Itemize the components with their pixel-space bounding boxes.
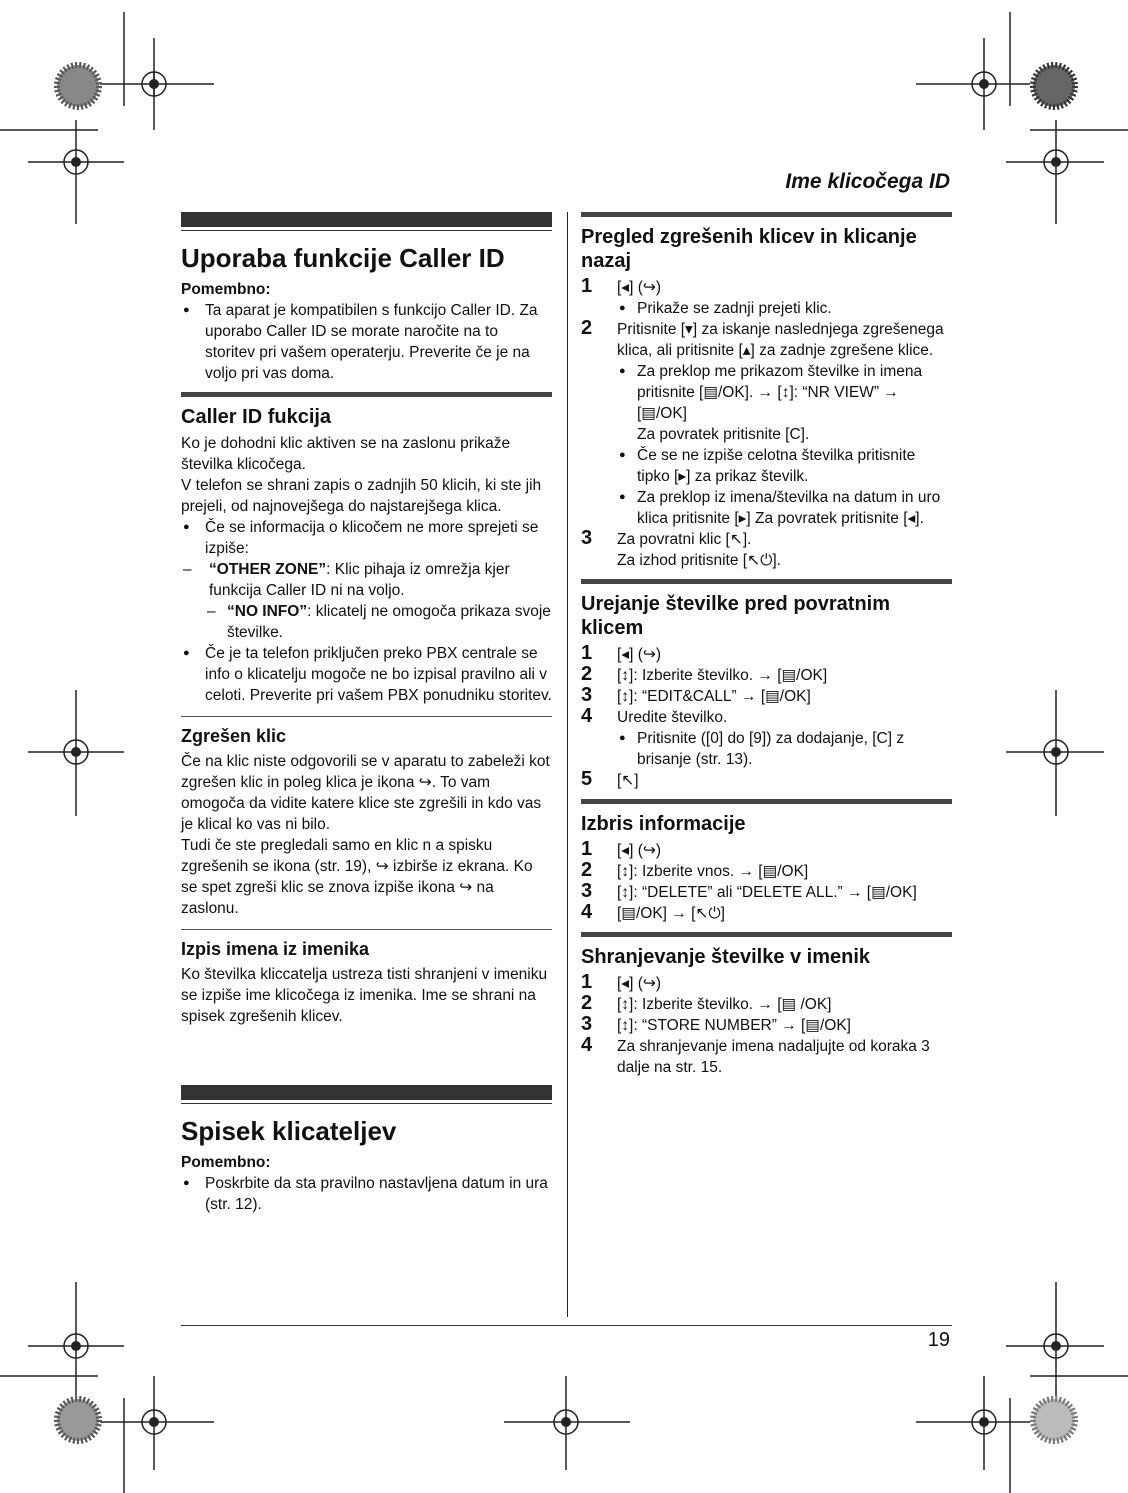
section-title-caller-list: Spisek klicateljev (181, 1116, 397, 1146)
step-text: Uredite številko. (617, 709, 728, 726)
list-item: ● Prikaže se zadnji prejeti klic. (617, 298, 952, 319)
crosshair-mark-icon (916, 1376, 1030, 1470)
step-text: [◂] (↪) (617, 842, 662, 859)
page-header-title: Ime klicočega ID (785, 170, 950, 193)
paragraph: Ko je dohodni klic aktiven se na zaslonu prikaže številka klicočega. (181, 435, 511, 473)
right-column (581, 212, 952, 1078)
section-bar (581, 799, 952, 804)
dash-mark: – (207, 603, 216, 620)
step-text: [◂] (↪) (617, 646, 662, 663)
subsection-title: Zgrešen klic (181, 726, 287, 746)
crosshair-mark-icon (916, 38, 1030, 130)
section-bar (581, 932, 952, 937)
step-text: [↕]: “STORE NUMBER” → [▤/OK] (617, 1017, 851, 1034)
step-text: Za povratek pritisnite [C]. (637, 426, 810, 443)
step-number: 2 (581, 317, 593, 339)
section-bar (181, 392, 552, 397)
step-text: [↕]: Izberite vnos. → [▤/OK] (617, 863, 809, 880)
list-item (181, 601, 552, 643)
calibration-wheel-icon (1033, 1399, 1075, 1441)
step-number: 1 (581, 838, 593, 860)
step-text: Za izhod pritisnite [↖⏻]. (617, 552, 781, 569)
column-divider (567, 212, 568, 1317)
important-label: Pomembno: (181, 1154, 271, 1171)
step (581, 1015, 952, 1036)
step-number: 4 (581, 901, 593, 923)
section-rule (181, 929, 552, 930)
paragraph: Če na klic niste odgovorili se v aparatu to zabeleži kot zgrešen klic in poleg klica je ikona ↪. To vam omogoča da vidite katere klice ste zgrešili in kdo vas je klical ko vas ni bilo. (181, 753, 550, 833)
subsection-title: Shranjevanje številke v imenik (581, 946, 871, 968)
list-item: ● Če se ne izpiše celotna številka pritisnite tipko [▸] za prikaz številk. (617, 445, 952, 487)
section-title-caller-id: Uporaba funkcije Caller ID (181, 243, 505, 273)
list-item: ● Za preklop me prikazom številke in imena pritisnite [▤/OK]. → [↕]: “NR VIEW” → [▤/OK] (617, 361, 952, 424)
step-number: 3 (581, 880, 593, 902)
step-number: 3 (581, 1013, 593, 1035)
step (581, 770, 952, 791)
subsection-title: Urejanje številke pred povratnim klicem (581, 593, 891, 639)
important-label: Pomembno: (181, 281, 271, 298)
subsection-title: Izpis imena iz imenika (181, 939, 370, 959)
step (581, 277, 952, 319)
page-number: 19 (927, 1329, 950, 1351)
step-text: [◂] (↪) (617, 279, 662, 296)
step-text: Za povratni klic [↖]. (617, 531, 752, 548)
calibration-wheel-icon (57, 1399, 99, 1441)
list-item: ● Pritisnite ([0] do [9]) za dodajanje, [C] z brisanje (str. 13). (617, 728, 952, 770)
step-text: [↕]: Izberite številko. → [▤ /OK] (617, 996, 832, 1013)
section-bar (581, 212, 952, 217)
step-text: [↕]: “EDIT&CALL” → [▤/OK] (617, 688, 811, 705)
step (581, 319, 952, 529)
step-text: [◂] (↪) (617, 975, 662, 992)
step-text: [↕]: Izberite številko. → [▤/OK] (617, 667, 828, 684)
step-number: 4 (581, 1034, 593, 1056)
step-number: 5 (581, 768, 593, 790)
dash-text: : Klic pihaja iz omrežja kjer funkcija Caller ID ni na voljo. (209, 561, 510, 599)
section-rule (181, 1103, 552, 1104)
list-item: ● Za preklop iz imena/številka na datum in uro klica pritisnite [▸] Za povratek pritisnite [◂]. (617, 487, 952, 529)
step-number: 1 (581, 642, 593, 664)
step (581, 529, 952, 571)
step-number: 2 (581, 992, 593, 1014)
subsection-title: Izbris informacije (581, 813, 746, 835)
crosshair-mark-icon (1006, 120, 1104, 224)
crosshair-mark-icon (28, 120, 124, 224)
left-column (181, 212, 552, 1215)
step (581, 882, 952, 903)
step-number: 1 (581, 275, 593, 297)
paragraph: Ko številka kliccatelja ustreza tisti shranjeni v imeniku se izpiše ime klicočega iz imenika. Ime se shrani na spisek zgrešenih klicev. (181, 966, 548, 1025)
step (581, 644, 952, 665)
footer-rule (181, 1325, 952, 1326)
list-item: ● Če se informacija o klicočem ne more sprejeti se izpiše: (181, 517, 552, 559)
section-rule (181, 716, 552, 717)
paragraph: V telefon se shrani zapis o zadnjih 50 klicih, ki ste jih prejeli, od najnovejšega do najstarejšega klica. (181, 477, 542, 515)
step-text: [↕]: “DELETE” ali “DELETE ALL.” → [▤/OK] (617, 884, 917, 901)
list-item: ● Ta aparat je kompatibilen s funkcijo Caller ID. Za uporabo Caller ID se morate naročite na to storitev pri vašem operaterju. Preverite če je na voljo pri vas doma. (181, 300, 552, 384)
step (581, 686, 952, 707)
step (581, 861, 952, 882)
bold-term: “OTHER ZONE” (209, 561, 327, 578)
step-text: Pritisnite [▾] za iskanje naslednjega zgrešenega klica, ali pritisnite [▴] za zadnje zgrešene klice. (617, 321, 944, 359)
step-number: 2 (581, 859, 593, 881)
step-number: 3 (581, 527, 593, 549)
step (581, 994, 952, 1015)
step-text: [▤/OK] → [↖⏻] (617, 905, 725, 922)
list-item: ● Če je ta telefon priključen preko PBX centrale se info o klicatelju mogoče ne bo izpisal pravilno ali v celoti. Preverite pri vašem PBX ponudniku storitev. (181, 643, 552, 706)
step-number: 2 (581, 663, 593, 685)
step-number: 1 (581, 971, 593, 993)
crosshair-mark-icon (28, 1282, 124, 1396)
section-bar (181, 212, 552, 227)
step-text: Za shranjevanje imena nadaljujte od koraka 3 dalje na str. 15. (617, 1038, 930, 1076)
step (581, 840, 952, 861)
calibration-wheel-icon (1033, 65, 1075, 107)
section-bar (581, 579, 952, 584)
section-rule (181, 230, 552, 231)
step-text: [↖] (617, 772, 639, 789)
crosshair-mark-icon (1006, 1282, 1104, 1396)
calibration-wheel-icon (57, 65, 99, 107)
paragraph: Tudi če ste pregledali samo en klic n a spisku zgrešenih se ikona (str. 19), ↪ izbirše iz ekrana. Ko se spet zgreši klic se znova izpiše ikona ↪ na zaslonu. (181, 837, 533, 917)
step-number: 3 (581, 684, 593, 706)
step (581, 1036, 952, 1078)
list-item (181, 559, 552, 601)
step (581, 707, 952, 770)
bold-term: “NO INFO” (227, 603, 308, 620)
step (581, 665, 952, 686)
step (581, 973, 952, 994)
list-item: ● Poskrbite da sta pravilno nastavljena datum in ura (str. 12). (181, 1173, 552, 1215)
subsection-title: Caller ID fukcija (181, 406, 332, 428)
dash-mark: – (183, 561, 192, 578)
dash-text: : klicatelj ne omogoča prikaza svoje številke. (227, 603, 551, 641)
step (581, 903, 952, 924)
section-bar (181, 1085, 552, 1100)
step-number: 4 (581, 705, 593, 727)
subsection-title: Pregled zgrešenih klicev in klicanje nazaj (581, 226, 917, 272)
